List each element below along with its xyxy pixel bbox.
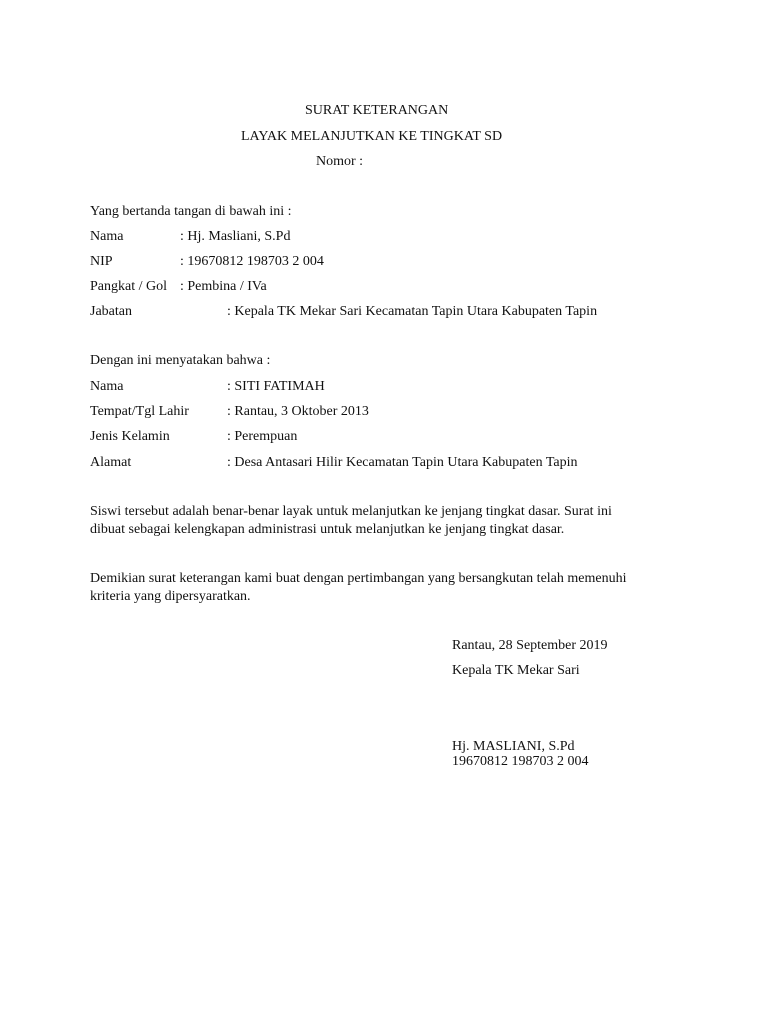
student-name-value: : SITI FATIMAH [227,379,325,394]
document-subtitle: LAYAK MELANJUTKAN KE TINGKAT SD [241,129,503,144]
signer-rank-label: Pangkat / Gol [90,279,167,294]
signer-name-label: Nama [90,229,124,244]
closing-paragraph-line-2: kriteria yang dipersyaratkan. [90,589,251,604]
statement-paragraph-line-1: Siswi tersebut adalah benar-benar layak untuk melanjutkan ke jenjang tingkat dasar. Surat ini [90,504,612,519]
student-birth-value: : Rantau, 3 Oktober 2013 [227,404,369,419]
statement-paragraph-line-2: dibuat sebagai kelengkapan administrasi untuk melanjutkan ke jenjang tingkat dasar. [90,522,565,537]
student-address-label: Alamat [90,455,132,470]
student-intro: Dengan ini menyatakan bahwa : [90,353,271,368]
student-gender-value: : Perempuan [227,429,298,444]
signer-position-value: : Kepala TK Mekar Sari Kecamatan Tapin Utara Kabupaten Tapin [227,304,598,319]
student-address-value: : Desa Antasari Hilir Kecamatan Tapin Utara Kabupaten Tapin [227,455,578,470]
signer-position-label: Jabatan [90,304,132,319]
signature-nip: 19670812 198703 2 004 [452,754,589,769]
student-gender-label: Jenis Kelamin [90,429,170,444]
closing-paragraph-line-1: Demikian surat keterangan kami buat dengan pertimbangan yang bersangkutan telah memenuhi [90,571,627,586]
student-birth-label: Tempat/Tgl Lahir [90,404,189,419]
signature-name: Hj. MASLIANI, S.Pd [452,739,575,754]
document-number-label: Nomor : [316,154,364,169]
student-name-label: Nama [90,379,124,394]
signature-place-date: Rantau, 28 September 2019 [452,638,608,653]
signer-nip-value: : 19670812 198703 2 004 [180,254,324,269]
signer-rank-value: : Pembina / IVa [180,279,267,294]
signature-position: Kepala TK Mekar Sari [452,663,580,678]
signer-intro: Yang bertanda tangan di bawah ini : [90,204,292,219]
signer-name-value: : Hj. Masliani, S.Pd [180,229,291,244]
signer-nip-label: NIP [90,254,113,269]
document-title: SURAT KETERANGAN [305,103,449,118]
